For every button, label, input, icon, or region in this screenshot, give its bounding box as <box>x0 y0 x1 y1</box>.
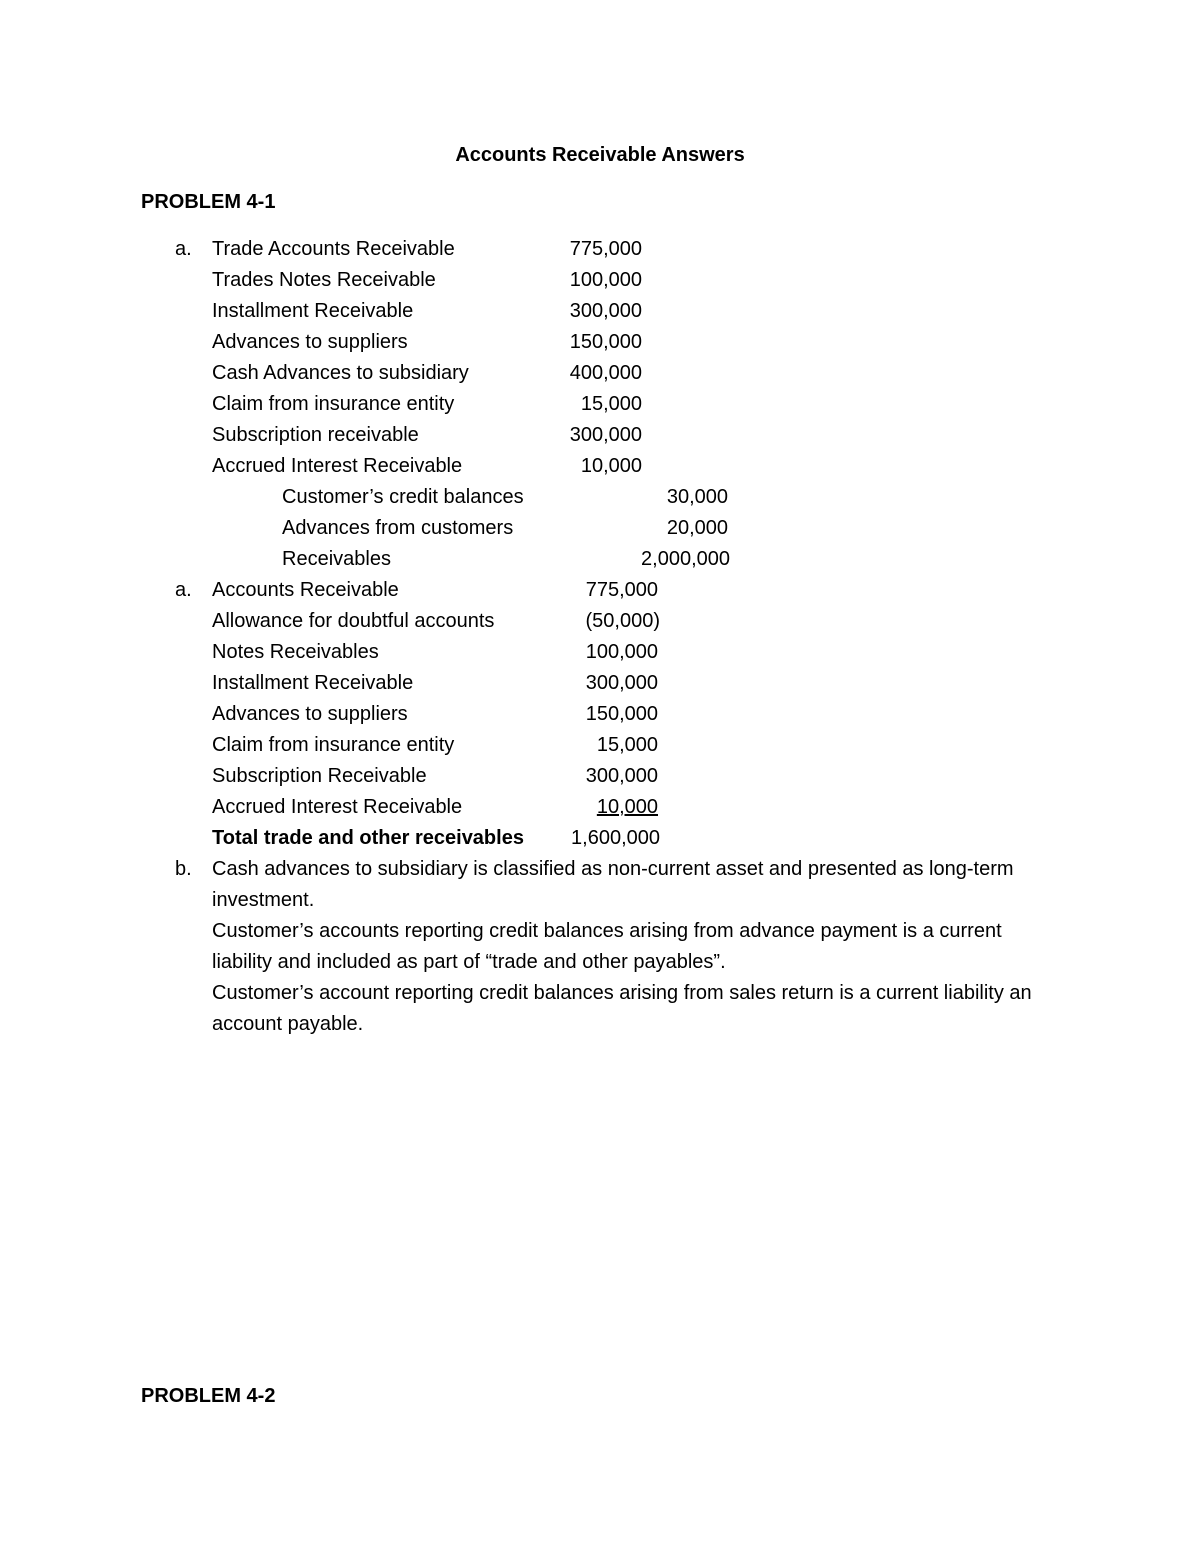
row-label: Subscription receivable <box>212 424 419 446</box>
part-b-paragraph: Customer’s account reporting credit balances arising from sales return is a current liability an account payable. <box>212 982 1032 1035</box>
total-label: Total trade and other receivables <box>212 827 524 849</box>
row-amount: 775,000 <box>585 579 658 601</box>
total-amount: 1,600,000 <box>571 827 660 849</box>
row-amount: 400,000 <box>569 362 642 384</box>
row-label: Claim from insurance entity <box>212 734 455 756</box>
row-amount: 300,000 <box>585 672 658 694</box>
table-row <box>0 575 1200 605</box>
table-row <box>0 327 1200 357</box>
row-amount: 300,000 <box>585 765 658 787</box>
row-amount: 15,000 <box>596 734 658 756</box>
table-row <box>0 730 1200 760</box>
row-amount: 10,000 <box>580 455 642 477</box>
table-row <box>0 668 1200 698</box>
row-amount: 2,000,000 <box>641 548 730 570</box>
row-amount: 20,000 <box>666 517 728 539</box>
row-amount: 15,000 <box>580 393 642 415</box>
row-label: Subscription Receivable <box>212 765 427 787</box>
table-row <box>0 265 1200 295</box>
row-label: Installment Receivable <box>212 672 414 694</box>
row-label: Advances from customers <box>282 517 514 539</box>
part-b-marker: b. <box>175 858 192 880</box>
table-row <box>0 513 1200 543</box>
table-row <box>0 296 1200 326</box>
part-a2-marker: a. <box>175 579 192 601</box>
row-label: Installment Receivable <box>212 300 414 322</box>
row-amount: (50,000) <box>585 610 660 632</box>
table-row <box>0 389 1200 419</box>
part-a1-marker: a. <box>175 238 192 260</box>
table-row <box>0 544 1200 574</box>
table-row <box>0 606 1200 636</box>
table-row <box>0 358 1200 388</box>
row-label: Accrued Interest Receivable <box>212 455 463 477</box>
row-label: Receivables <box>282 548 391 570</box>
row-amount: 300,000 <box>569 300 642 322</box>
row-amount: 30,000 <box>666 486 728 508</box>
row-label: Advances to suppliers <box>212 703 408 725</box>
table-row <box>0 420 1200 450</box>
row-amount: 10,000 <box>596 796 658 818</box>
part-b-paragraph: Cash advances to subsidiary is classified as non-current asset and presented as long-term investment. <box>212 858 1014 911</box>
table-row <box>0 792 1200 822</box>
part-b-paragraph: Customer’s accounts reporting credit balances arising from advance payment is a current liability and included as part of “trade and other payables”. <box>212 920 1002 973</box>
row-label: Advances to suppliers <box>212 331 408 353</box>
page-title: Accounts Receivable Answers <box>455 144 745 166</box>
row-amount: 150,000 <box>569 331 642 353</box>
row-label: Claim from insurance entity <box>212 393 455 415</box>
problem-4-1-heading: PROBLEM 4-1 <box>141 191 276 213</box>
row-label: Trade Accounts Receivable <box>212 238 455 260</box>
row-label: Notes Receivables <box>212 641 379 663</box>
table-row <box>0 234 1200 264</box>
table-row <box>0 761 1200 791</box>
total-row <box>0 823 1200 853</box>
row-amount: 100,000 <box>569 269 642 291</box>
row-label: Accounts Receivable <box>212 579 399 601</box>
table-row <box>0 637 1200 667</box>
row-label: Customer’s credit balances <box>282 486 524 508</box>
row-amount: 300,000 <box>569 424 642 446</box>
row-label: Trades Notes Receivable <box>212 269 436 291</box>
table-row <box>0 451 1200 481</box>
part-b-text <box>212 854 1032 1040</box>
row-label: Accrued Interest Receivable <box>212 796 463 818</box>
problem-4-2-heading: PROBLEM 4-2 <box>141 1385 276 1407</box>
row-amount: 775,000 <box>569 238 642 260</box>
row-amount: 150,000 <box>585 703 658 725</box>
row-amount: 100,000 <box>585 641 658 663</box>
row-label: Cash Advances to subsidiary <box>212 362 469 384</box>
row-label: Allowance for doubtful accounts <box>212 610 495 632</box>
table-row <box>0 482 1200 512</box>
table-row <box>0 699 1200 729</box>
